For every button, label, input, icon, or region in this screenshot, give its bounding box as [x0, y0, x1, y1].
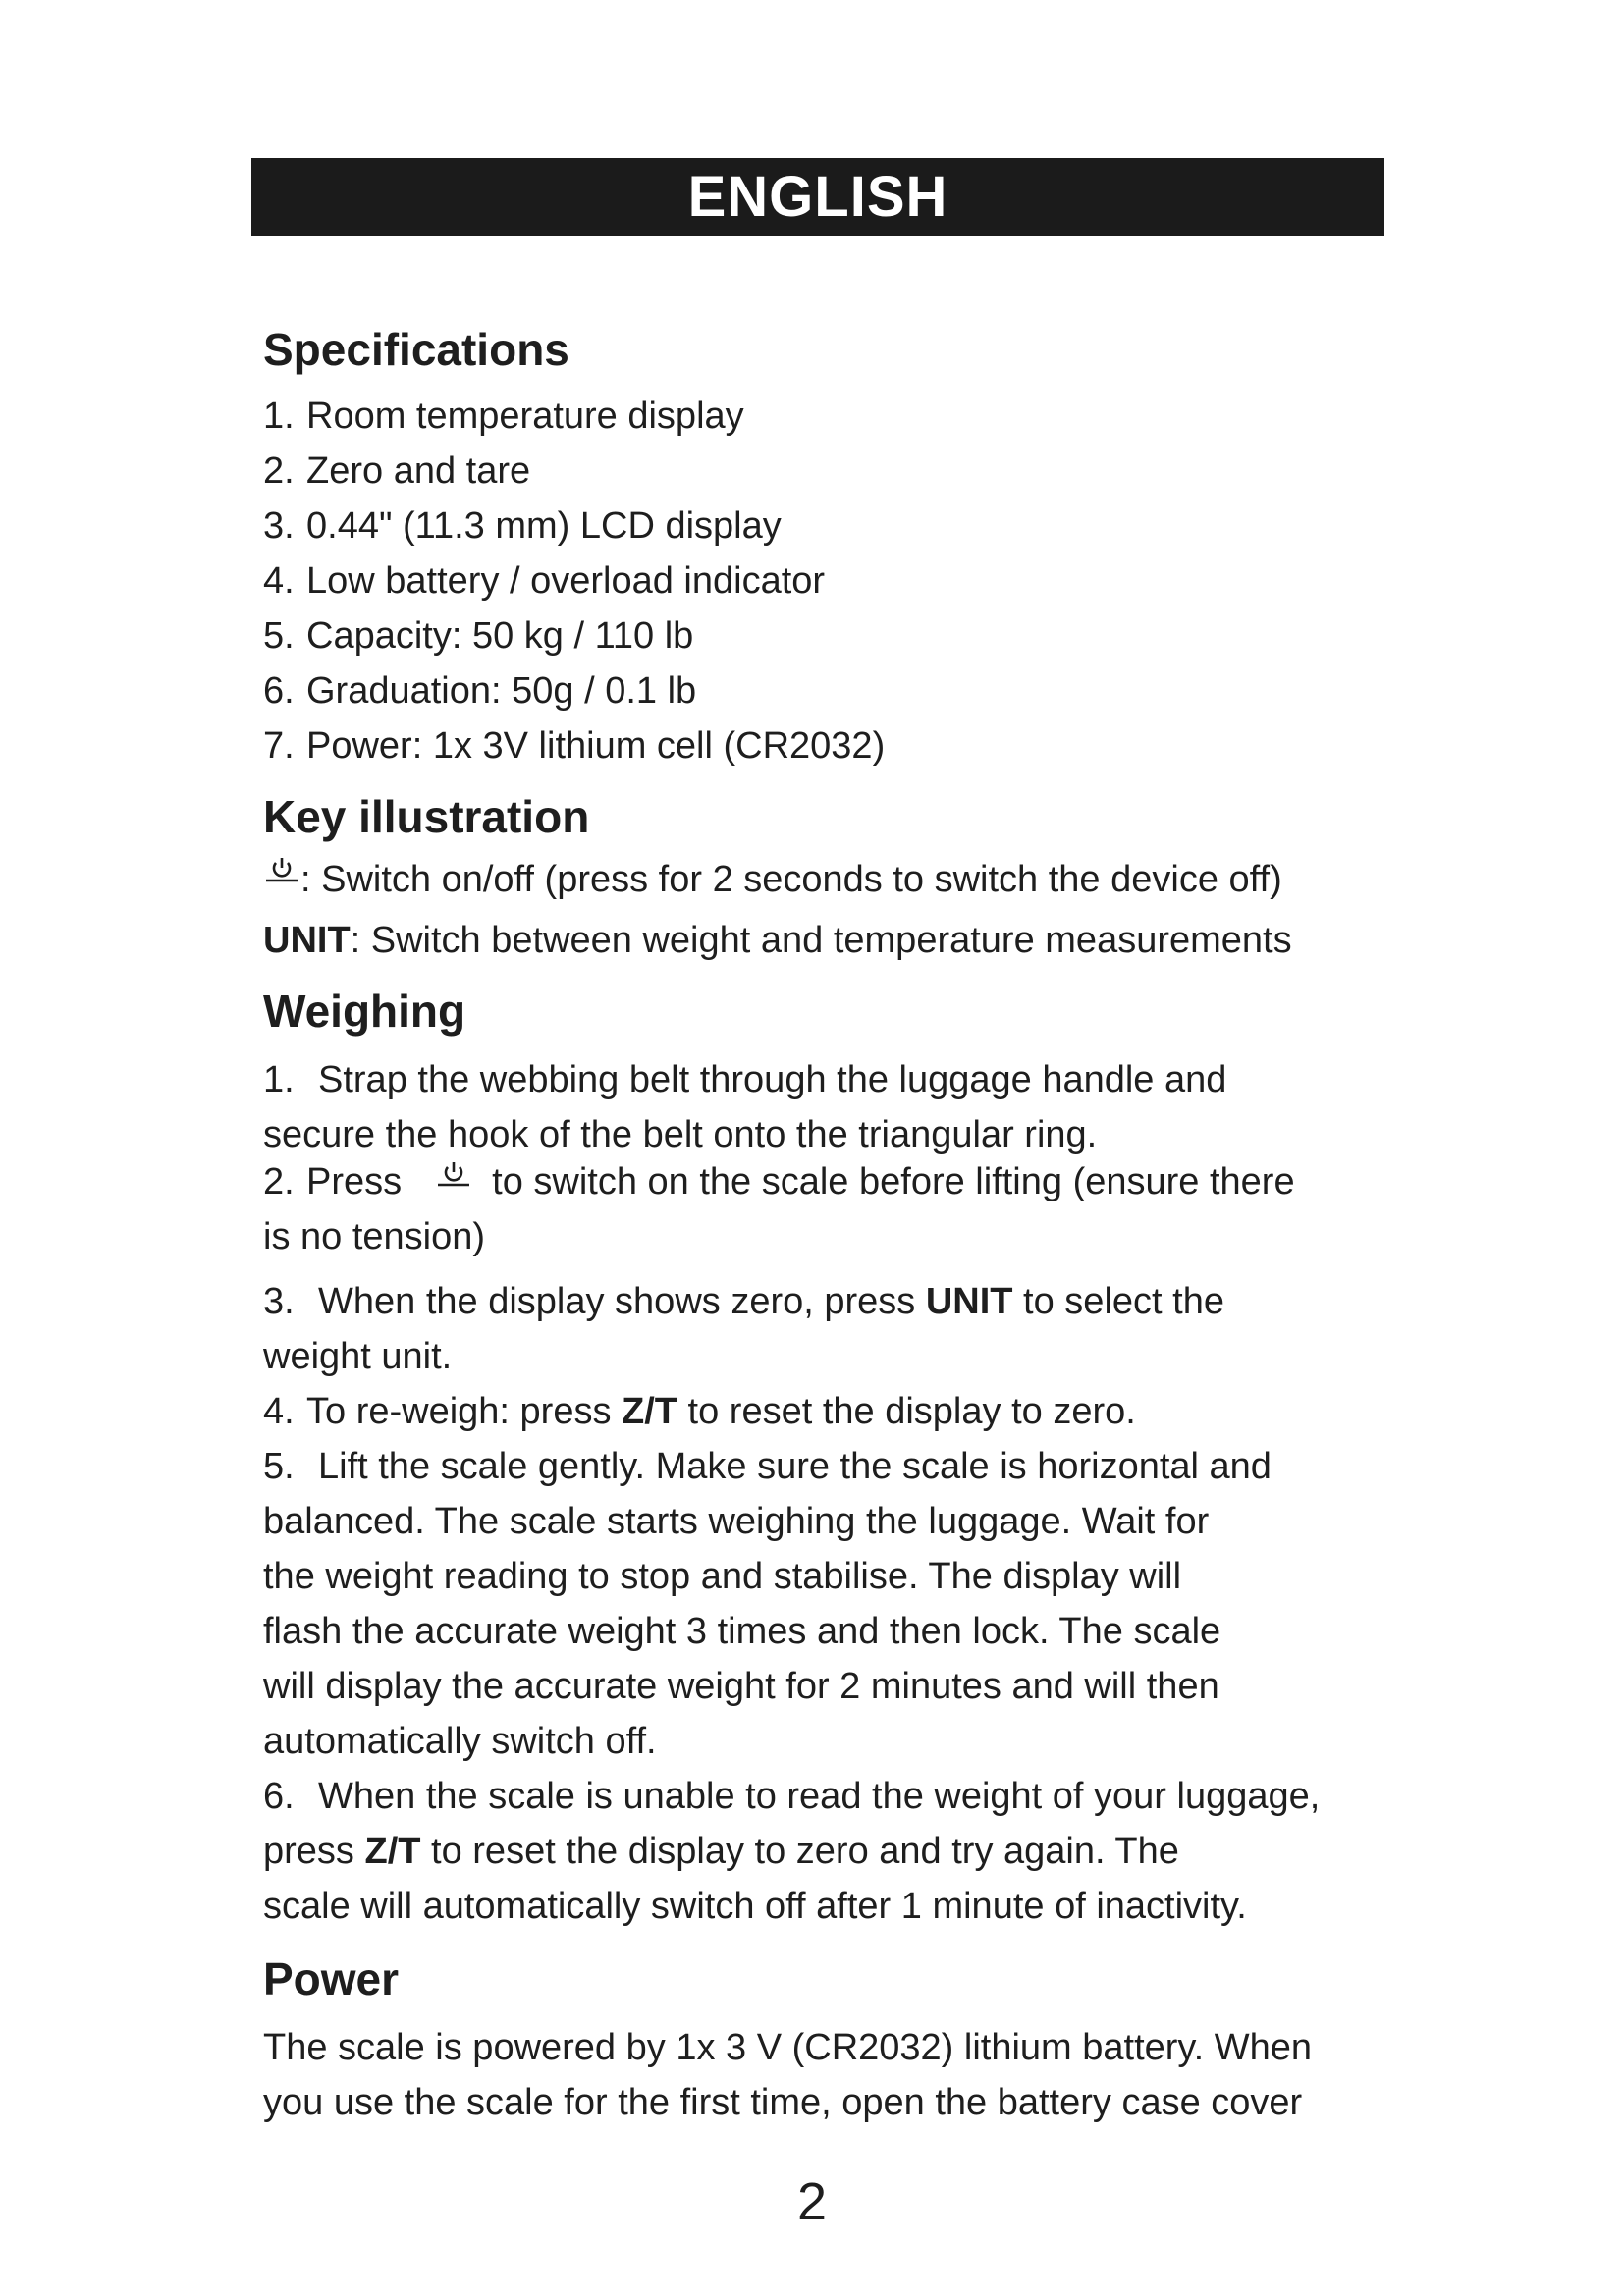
banner-title: ENGLISH	[687, 165, 948, 229]
spec-number: 2.	[263, 451, 295, 492]
step-text: balanced. The scale starts weighing the luggage. Wait for	[263, 1501, 1210, 1542]
step-text: is no tension)	[263, 1216, 486, 1257]
weighing-step-continuation	[263, 1209, 1392, 1264]
step-number: 2.	[263, 1161, 295, 1202]
weighing-step	[263, 1384, 1392, 1439]
step-body	[306, 1052, 1392, 1107]
power-paragraph	[263, 2020, 1392, 2130]
power-key-line	[263, 852, 1392, 907]
spec-item	[263, 609, 1392, 664]
spec-text: 0.44" (11.3 mm) LCD display	[306, 506, 782, 547]
step-number: 3.	[263, 1281, 295, 1322]
weighing-step-continuation	[263, 1824, 1392, 1879]
step-text: Strap the webbing belt through the luggage handle and	[318, 1059, 1227, 1100]
weighing-step-continuation	[263, 1494, 1392, 1549]
unit-key-label: UNIT	[263, 920, 351, 961]
weighing-step-continuation	[263, 1659, 1392, 1714]
specifications-list	[263, 389, 1392, 774]
step-text: press	[263, 1831, 365, 1872]
power-zt-icon	[435, 1159, 472, 1208]
unit-key-reference: UNIT	[925, 1281, 1013, 1322]
step-body	[306, 1769, 1392, 1824]
step-body	[306, 1384, 1392, 1439]
weighing-step	[263, 1154, 1392, 1209]
weighing-step-continuation	[263, 1329, 1392, 1384]
unit-key-line	[263, 913, 1392, 968]
step-text: to reset the display to zero and try again. The	[420, 1831, 1179, 1872]
weighing-step-continuation	[263, 1604, 1392, 1659]
paragraph-line: you use the scale for the first time, open the battery case cover	[263, 2082, 1303, 2123]
step-text: Press	[306, 1161, 403, 1202]
step-number: 4.	[263, 1391, 295, 1432]
spec-text: Room temperature display	[306, 396, 744, 437]
spec-number: 6.	[263, 670, 295, 712]
weighing-step	[263, 1052, 1392, 1107]
step-text: to select the	[1012, 1281, 1224, 1322]
step-text: Lift the scale gently. Make sure the scale is horizontal and	[318, 1446, 1272, 1487]
manual-content	[263, 320, 1392, 2130]
step-text: to reset the display to zero.	[677, 1391, 1136, 1432]
weighing-step-continuation	[263, 1714, 1392, 1769]
step-body	[306, 1439, 1392, 1494]
weighing-step-continuation	[263, 1549, 1392, 1604]
spec-item	[263, 664, 1392, 719]
step-body	[306, 1274, 1392, 1329]
page-number: 2	[796, 2172, 828, 2231]
weighing-step	[263, 1769, 1392, 1824]
step-text: to switch on the scale before lifting (ensure there	[492, 1161, 1295, 1202]
power-zt-icon	[263, 855, 300, 904]
power-key-description: : Switch on/off (press for 2 seconds to switch the device off)	[300, 859, 1282, 900]
spec-number: 1.	[263, 396, 295, 437]
spec-text: Zero and tare	[306, 451, 531, 492]
step-text: automatically switch off.	[263, 1721, 657, 1762]
step-text: secure the hook of the belt onto the triangular ring.	[263, 1114, 1098, 1155]
step-text: When the display shows zero, press	[318, 1281, 926, 1322]
spec-item	[263, 444, 1392, 499]
step-text: When the scale is unable to read the weight of your luggage,	[318, 1776, 1321, 1817]
step-text: scale will automatically switch off after 1 minute of inactivity.	[263, 1886, 1247, 1927]
power-heading: Power	[263, 1953, 400, 2004]
language-banner	[251, 158, 1384, 236]
spec-number: 5.	[263, 615, 295, 657]
step-text: will display the accurate weight for 2 minutes and will then	[263, 1666, 1219, 1707]
spec-text: Low battery / overload indicator	[306, 561, 826, 602]
step-text: weight unit.	[263, 1336, 453, 1377]
zt-key-reference: Z/T	[364, 1831, 421, 1872]
spec-text: Power: 1x 3V lithium cell (CR2032)	[306, 725, 886, 767]
spec-text: Capacity: 50 kg / 110 lb	[306, 615, 694, 657]
weighing-steps	[263, 1052, 1392, 1934]
zt-key-reference: Z/T	[622, 1391, 677, 1432]
step-body	[306, 1154, 1392, 1209]
spec-number: 3.	[263, 506, 295, 547]
spec-number: 4.	[263, 561, 295, 602]
weighing-step	[263, 1439, 1392, 1494]
weighing-step-continuation	[263, 1879, 1392, 1934]
step-text: flash the accurate weight 3 times and then lock. The scale	[263, 1611, 1221, 1652]
step-number: 5.	[263, 1446, 295, 1487]
spec-item	[263, 554, 1392, 609]
paragraph-line: The scale is powered by 1x 3 V (CR2032) lithium battery. When	[263, 2027, 1312, 2068]
step-number: 6.	[263, 1776, 295, 1817]
step-number: 1.	[263, 1059, 295, 1100]
spec-text: Graduation: 50g / 0.1 lb	[306, 670, 697, 712]
step-text: the weight reading to stop and stabilise. The display will	[263, 1556, 1182, 1597]
weighing-step	[263, 1274, 1392, 1329]
key-illustration-heading: Key illustration	[263, 791, 590, 842]
step-text: To re-weigh: press	[306, 1391, 623, 1432]
specifications-heading: Specifications	[263, 324, 569, 375]
unit-key-description: : Switch between weight and temperature measurements	[350, 920, 1292, 961]
spec-item	[263, 719, 1392, 774]
weighing-heading: Weighing	[263, 986, 466, 1037]
spec-item	[263, 389, 1392, 444]
spec-number: 7.	[263, 725, 295, 767]
spec-item	[263, 499, 1392, 554]
